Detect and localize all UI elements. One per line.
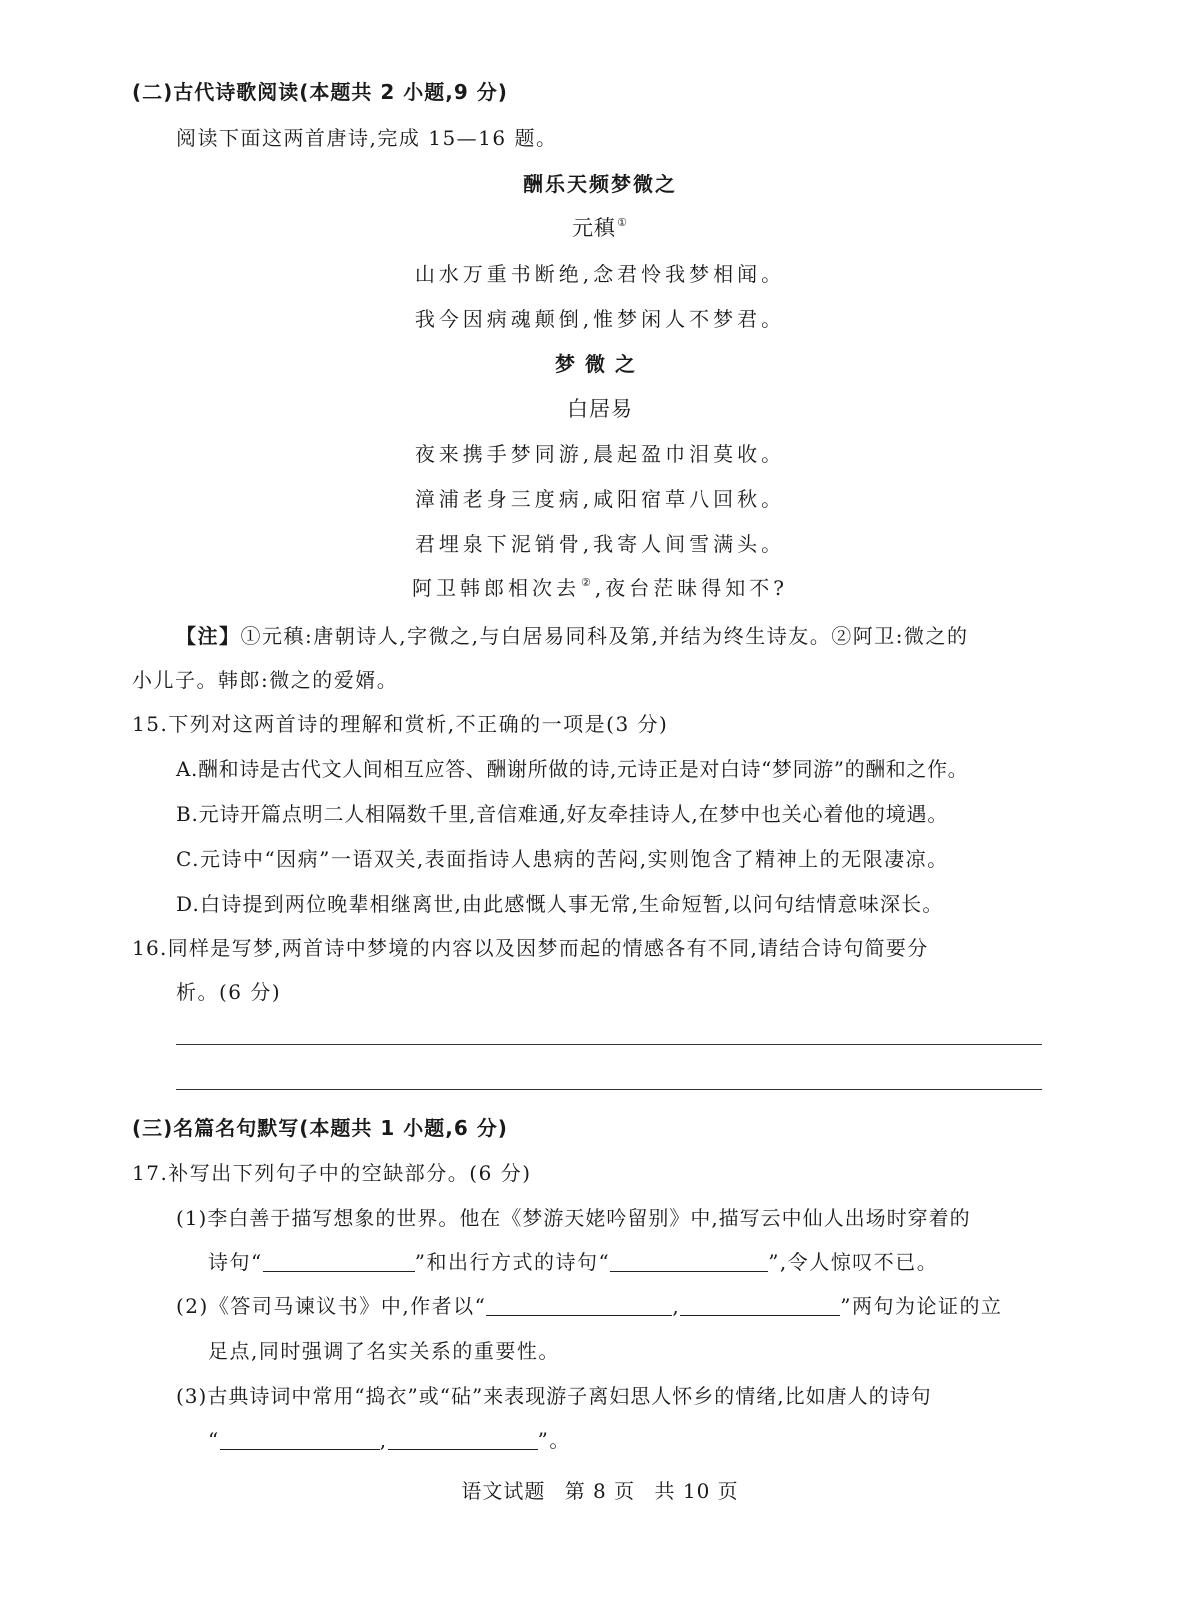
section-heading-recitation: (三)名篇名句默写(本题共 1 小题,6 分) <box>132 1116 508 1140</box>
footnote-marker: ① <box>617 216 628 229</box>
poem2-last-line <box>0 572 1200 601</box>
question-16-stem: 16.同样是写梦,两首诗中梦境的内容以及因梦而起的情感各有不同,请结合诗句简要分 <box>132 936 929 960</box>
footnote-marker: ② <box>581 576 595 589</box>
notes-label: 【注】 <box>176 624 241 648</box>
question-15-option-b: B.元诗开篇点明二人相隔数千里,音信难通,好友牵挂诗人,在梦中也关心着他的境遇。 <box>176 802 949 826</box>
item-text: , <box>672 1294 681 1318</box>
fill-blank[interactable] <box>263 1251 415 1272</box>
question-17-item-1-cont <box>208 1246 938 1275</box>
notes-text: ①元稹:唐朝诗人,字微之,与白居易同科及第,并结为终生诗友。②阿卫:微之的 <box>240 624 969 648</box>
poem2-title: 梦微之 <box>555 352 645 376</box>
question-17-item-2-cont: 足点,同时强调了名实关系的重要性。 <box>208 1339 560 1363</box>
item-text: , <box>379 1428 388 1452</box>
question-17-item-2 <box>176 1290 1003 1319</box>
fill-blank[interactable] <box>680 1295 840 1316</box>
page-footer <box>0 1475 1200 1504</box>
item-text: “ <box>208 1428 220 1452</box>
poem2-line: 夜来携手梦同游,晨起盈巾泪莫收。 <box>414 442 786 466</box>
fill-blank[interactable] <box>610 1251 768 1272</box>
question-17-stem: 17.补写出下列句子中的空缺部分。(6 分) <box>132 1161 532 1185</box>
poem2-author: 白居易 <box>567 397 633 421</box>
item-text: ”,令人惊叹不已。 <box>768 1250 939 1274</box>
item-text: ”两句为论证的立 <box>840 1294 1003 1318</box>
footer-total-pages: 共 10 页 <box>654 1479 739 1503</box>
reading-instruction: 阅读下面这两首唐诗,完成 15—16 题。 <box>176 126 558 150</box>
fill-blank[interactable] <box>388 1429 538 1450</box>
poem1-author-line <box>0 212 1200 242</box>
question-17-item-3: (3)古典诗词中常用“捣衣”或“砧”来表现游子离妇思人怀乡的情绪,比如唐人的诗句 <box>176 1384 932 1408</box>
answer-line[interactable] <box>176 1044 1042 1045</box>
footer-subject: 语文试题 <box>461 1479 546 1503</box>
poem2-line-part: ,夜台茫昧得知不? <box>594 576 788 600</box>
notes-line <box>176 620 969 649</box>
section-heading-poetry: (二)古代诗歌阅读(本题共 2 小题,9 分) <box>132 80 508 104</box>
poem2-line-part: 阿卫韩郎相次去 <box>412 576 581 600</box>
poem1-line: 山水万重书断绝,念君怜我梦相闻。 <box>414 262 786 286</box>
poem2-line: 漳浦老身三度病,咸阳宿草八回秋。 <box>414 487 786 511</box>
notes-line: 小儿子。韩郎:微之的爱婿。 <box>132 668 399 692</box>
question-16-stem-cont: 析。(6 分) <box>176 980 282 1004</box>
item-text: 诗句“ <box>208 1250 263 1274</box>
footer-page-number: 第 8 页 <box>564 1479 636 1503</box>
question-17-item-3-cont <box>208 1424 571 1453</box>
answer-line[interactable] <box>176 1089 1042 1090</box>
fill-blank[interactable] <box>220 1429 380 1450</box>
poem2-line: 君埋泉下泥销骨,我寄人间雪满头。 <box>414 532 786 556</box>
item-text: (2)《答司马谏议书》中,作者以“ <box>176 1294 487 1318</box>
question-15-option-c: C.元诗中“因病”一语双关,表面指诗人患病的苦闷,实则饱含了精神上的无限凄凉。 <box>176 847 949 871</box>
poem1-title: 酬乐天频梦微之 <box>523 172 677 196</box>
item-text: ”和出行方式的诗句“ <box>414 1250 611 1274</box>
question-15-stem: 15.下列对这两首诗的理解和赏析,不正确的一项是(3 分) <box>132 712 669 736</box>
question-15-option-a: A.酬和诗是古代文人间相互应答、酬谢所做的诗,元诗正是对白诗“梦同游”的酬和之作。 <box>176 757 969 781</box>
item-text: ”。 <box>537 1428 571 1452</box>
poem1-line: 我今因病魂颠倒,惟梦闲人不梦君。 <box>414 307 786 331</box>
fill-blank[interactable] <box>486 1295 672 1316</box>
poem1-author: 元稹 <box>572 216 617 240</box>
question-15-option-d: D.白诗提到两位晚辈相继离世,由此感慨人事无常,生命短暂,以问句结情意味深长。 <box>176 892 944 916</box>
question-17-item-1: (1)李白善于描写想象的世界。他在《梦游天姥吟留别》中,描写云中仙人出场时穿着的 <box>176 1206 971 1230</box>
